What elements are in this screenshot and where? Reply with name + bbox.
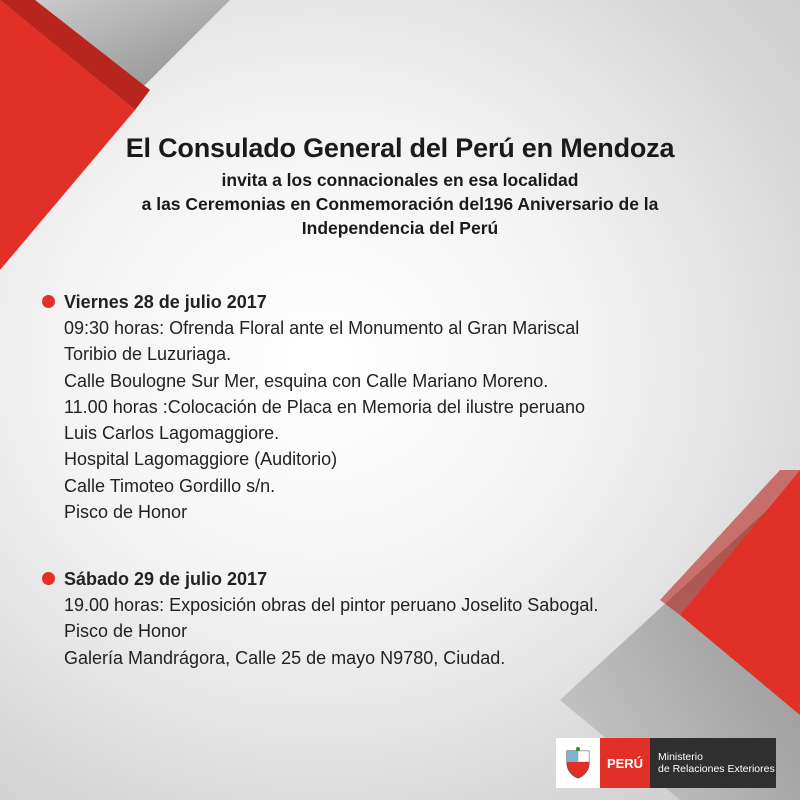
event-day-label: Viernes 28 de julio 2017: [64, 292, 267, 312]
event-detail-line: Hospital Lagomaggiore (Auditorio): [64, 449, 338, 470]
event-detail-line: Calle Boulogne Sur Mer, esquina con Calle Mariano Moreno.: [64, 370, 549, 391]
event-day-heading: [42, 289, 585, 315]
event-detail-line: 19.00 horas: Exposición obras del pintor peruano Joselito Sabogal.: [64, 595, 599, 615]
invitation-subtitle-line: a las Ceremonias en Conmemoración del196 Aniversario de la: [141, 194, 659, 214]
event-detail-line: 09:30 horas: Ofrenda Floral ante el Monumento al Gran Mariscal: [64, 318, 580, 338]
event-section-friday: [42, 289, 585, 525]
event-detail-line: Luis Carlos Lagomaggiore.: [64, 423, 280, 444]
country-label: PERÚ: [600, 738, 650, 788]
event-day-heading: [42, 566, 598, 592]
event-detail-line: Toribio de Luzuriaga.: [64, 344, 232, 365]
event-day-label: Sábado 29 de julio 2017: [64, 569, 268, 589]
ministry-logo: [556, 738, 776, 788]
event-detail-line: Galería Mandrágora, Calle 25 de mayo N9780, Ciudad.: [64, 647, 506, 668]
ministry-line: de Relaciones Exteriores: [658, 763, 775, 775]
event-detail-line: 11.00 horas :Colocación de Placa en Memoria del ilustre peruano: [64, 396, 585, 417]
ministry-line: Ministerio: [658, 751, 703, 763]
invitation-title: El Consulado General del Perú en Mendoza: [125, 133, 675, 163]
event-detail-line: Calle Timoteo Gordillo s/n.: [64, 475, 276, 496]
invitation-subtitle-line: invita a los connacionales en esa localidad: [221, 170, 579, 190]
event-detail-line: Pisco de Honor: [64, 621, 188, 642]
event-section-saturday: [42, 566, 598, 671]
event-detail-line: Pisco de Honor: [64, 502, 188, 523]
red-bullet-icon: [42, 572, 55, 585]
coat-of-arms-icon: [556, 738, 600, 788]
red-bullet-icon: [42, 295, 55, 308]
invitation-subtitle-line: Independencia del Perú: [301, 218, 499, 238]
ministry-name: [650, 738, 776, 788]
